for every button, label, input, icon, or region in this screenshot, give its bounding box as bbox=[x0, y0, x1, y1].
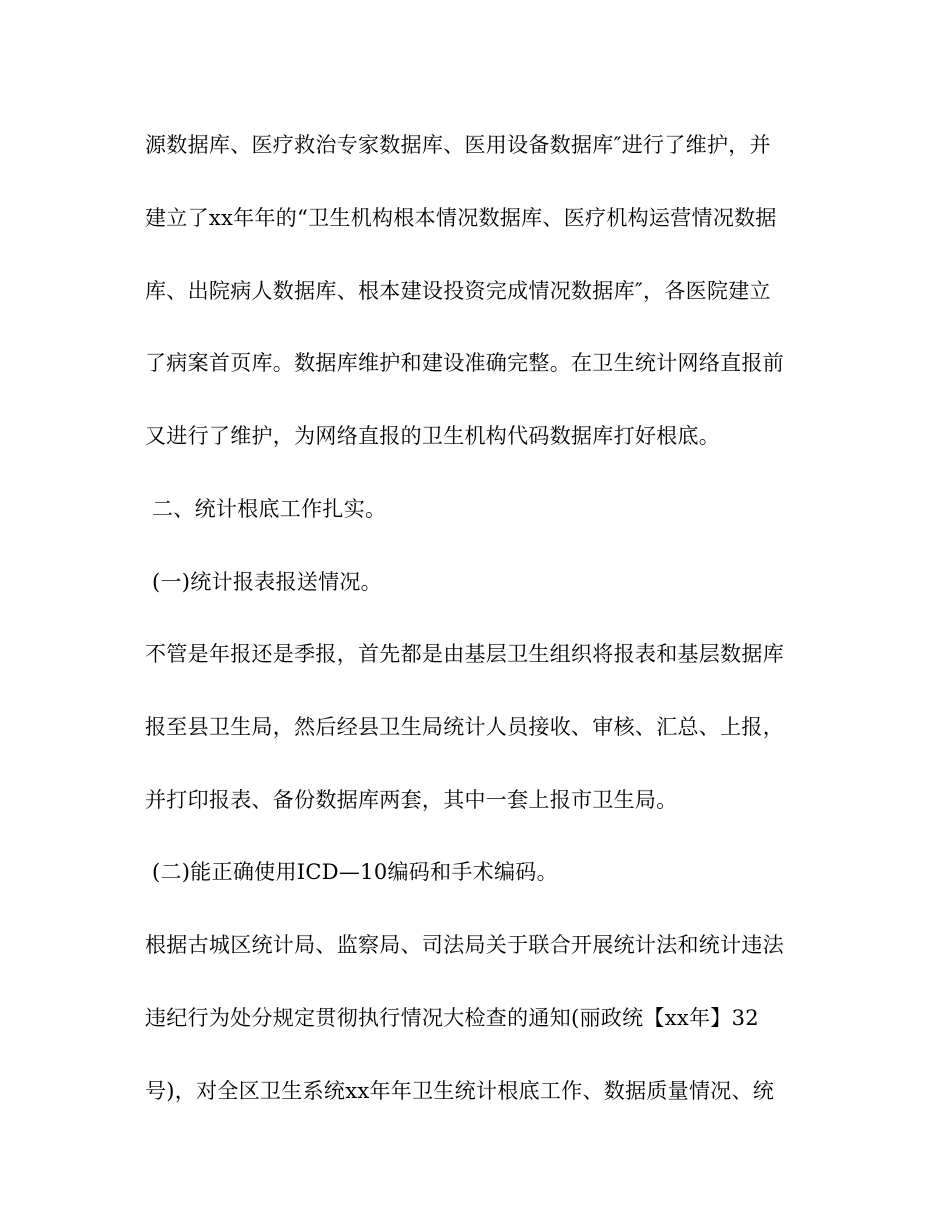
paragraph-line: 并打印报表、备份数据库两套，其中一套上报市卫生局。 bbox=[145, 788, 678, 812]
paragraph-line: 号)，对全区卫生系统xx年年卫生统计根底工作、数据质量情况、统 bbox=[145, 1079, 775, 1103]
paragraph-line: 违纪行为处分规定贯彻执行情况大检查的通知(丽政统【xx年】32 bbox=[145, 1006, 759, 1030]
paragraph-line: 建立了xx年年的“卫生机构根本情况数据库、医疗机构运营情况数据 bbox=[145, 206, 777, 230]
paragraph-line: 报至县卫生局，然后经县卫生局统计人员接收、审核、汇总、上报， bbox=[145, 715, 784, 739]
paragraph-line: 又进行了维护，为网络直报的卫生机构代码数据库打好根底。 bbox=[145, 424, 721, 448]
paragraph-line: 源数据库、医疗救治专家数据库、医用设备数据库″进行了维护，并 bbox=[145, 133, 771, 157]
subsection-heading: (二)能正确使用ICD—10编码和手术编码。 bbox=[152, 860, 558, 884]
paragraph-line: 根据古城区统计局、监察局、司法局关于联合开展统计法和统计违法 bbox=[145, 933, 784, 957]
paragraph-line: 了病案首页库。数据库维护和建设准确完整。在卫生统计网络直报前 bbox=[145, 351, 784, 375]
subsection-heading: (一)统计报表报送情况。 bbox=[152, 570, 382, 594]
paragraph-line: 不管是年报还是季报，首先都是由基层卫生组织将报表和基层数据库 bbox=[145, 642, 784, 666]
paragraph-line: 库、出院病人数据库、根本建设投资完成情况数据库″，各医院建立 bbox=[145, 279, 771, 303]
section-heading: 二、统计根底工作扎实。 bbox=[152, 497, 387, 521]
